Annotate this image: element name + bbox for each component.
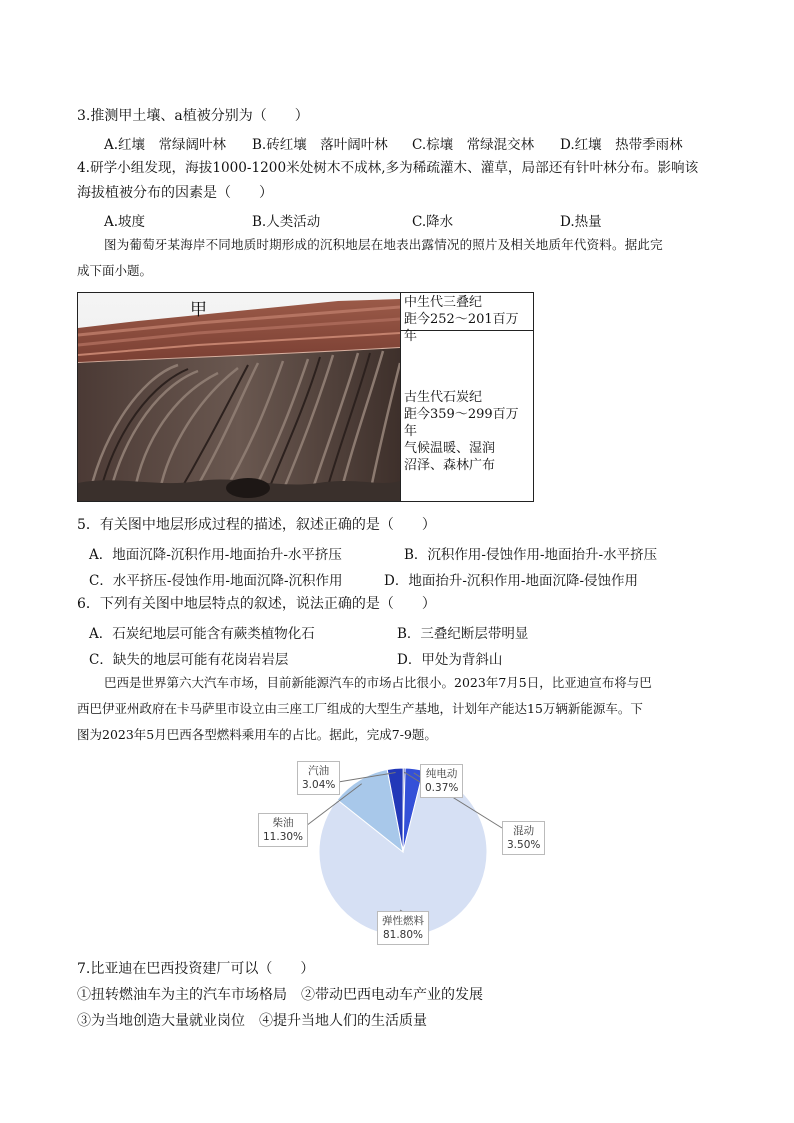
q3-option-a: A.红壤 常绿阔叶林 (104, 137, 227, 153)
q5-option-c: C．水平挤压-侵蚀作用-地面沉降-沉积作用 (89, 573, 343, 589)
pie-category-label: 弹性燃料 (382, 915, 424, 927)
q3-option-d: D.红壤 热带季雨林 (560, 137, 683, 153)
pie-data-label-4 (297, 761, 340, 795)
pie-data-label-3 (258, 813, 308, 847)
q3-option-c: C.棕壤 常绿混交林 (412, 137, 535, 153)
intro1-line2: 成下面小题。 (77, 263, 153, 278)
pie-value-label: 11.30% (263, 831, 304, 843)
fuel-share-pie-chart (250, 750, 550, 945)
q4-option-c: C.降水 (412, 214, 454, 230)
pie-value-label: 0.37% (425, 782, 459, 794)
q6-option-d: D．甲处为背斜山 (397, 652, 503, 668)
q3-options (104, 133, 683, 153)
pie-value-label: 81.80% (382, 929, 424, 941)
rock-strata-image (78, 293, 400, 501)
intro2-line3: 图为2023年5月巴西各型燃料乘用车的占比。据此，完成7-9题。 (77, 727, 437, 742)
pie-data-label-1 (502, 821, 545, 855)
q5-option-a: A．地面沉降-沉积作用-地面抬升-水平挤压 (89, 547, 342, 563)
q7-statement-line1: ①扭转燃油车为主的汽车市场格局 ②带动巴西电动车产业的发展 (77, 987, 483, 1003)
q4-option-b: B.人类活动 (252, 214, 321, 230)
q6-option-a: A．石炭纪地层可能含有蕨类植物化石 (89, 626, 315, 642)
q5-option-b: B．沉积作用-侵蚀作用-地面抬升-水平挤压 (404, 547, 658, 563)
q4-options (104, 210, 602, 230)
q5-stem: 5．有关图中地层形成过程的描述，叙述正确的是（ ） (77, 517, 436, 533)
pie-data-label-2 (377, 911, 429, 945)
q4-stem-line2: 海拔植被分布的因素是（ ） (77, 185, 273, 201)
strata-info (401, 293, 533, 501)
pie-category-label: 柴油 (272, 817, 294, 829)
q5-options-row1 (89, 543, 657, 563)
q6-options-row2 (89, 648, 502, 668)
q4-option-d: D.热量 (560, 214, 602, 230)
strata-photo (78, 293, 401, 501)
q7-statement-line2: ③为当地创造大量就业岗位 ④提升当地人们的生活质量 (77, 1013, 427, 1029)
pie-value-label: 3.04% (302, 779, 336, 791)
intro1-line1: 图为葡萄牙某海岸不同地质时期形成的沉积地层在地表出露情况的照片及相关地质年代资料。据此完 (104, 237, 663, 252)
strata-figure (77, 292, 534, 502)
q5-options-row2 (89, 569, 638, 589)
q6-option-c: C．缺失的地层可能有花岗岩岩层 (89, 652, 289, 668)
carboniferous-climate: 气候温暖、湿润 (404, 441, 496, 456)
q4-stem-line1: 4.研学小组发现，海拔1000-1200米处树木不成林,多为稀疏灌木、灌草，局部还有针叶林分布。影响该 (77, 160, 699, 176)
carboniferous-cell (401, 331, 533, 501)
pie-category-label: 汽油 (308, 765, 330, 777)
intro2-line1: 巴西是世界第六大汽车市场，目前新能源汽车的市场占比很小。2023年7月5日，比亚迪宣布将与巴 (104, 675, 652, 690)
pie-data-label-0 (420, 764, 463, 798)
pie-category-label: 纯电动 (425, 768, 458, 780)
q6-stem: 6．下列有关图中地层特点的叙述，说法正确的是（ ） (77, 596, 436, 612)
q3-stem: 3.推测甲土壤、a植被分别为（ ） (77, 108, 309, 124)
intro2-line2: 西巴伊亚州政府在卡马萨里市设立由三座工厂组成的大型生产基地，计划年产能达15万辆新能源车。下 (77, 701, 643, 716)
carboniferous-environment: 沼泽、森林广布 (404, 458, 496, 473)
jia-label: 甲 (190, 300, 207, 320)
carboniferous-age: 距今359～299百万年 (404, 407, 519, 439)
triassic-age: 距今252～201百万年 (404, 312, 519, 344)
pie-value-label: 3.50% (507, 839, 541, 851)
q6-option-b: B．三叠纪断层带明显 (397, 626, 529, 642)
q5-option-d: D．地面抬升-沉积作用-地面沉降-侵蚀作用 (384, 573, 639, 589)
carboniferous-title: 古生代石炭纪 (404, 390, 483, 405)
q7-stem: 7.比亚迪在巴西投资建厂可以（ ） (77, 961, 315, 977)
q6-options-row1 (89, 622, 528, 642)
triassic-cell (401, 293, 533, 344)
q3-option-b: B.砖红壤 落叶阔叶林 (252, 137, 388, 153)
pie-category-label: 混动 (513, 825, 535, 837)
q4-option-a: A.坡度 (104, 214, 146, 230)
triassic-title: 中生代三叠纪 (404, 295, 483, 310)
